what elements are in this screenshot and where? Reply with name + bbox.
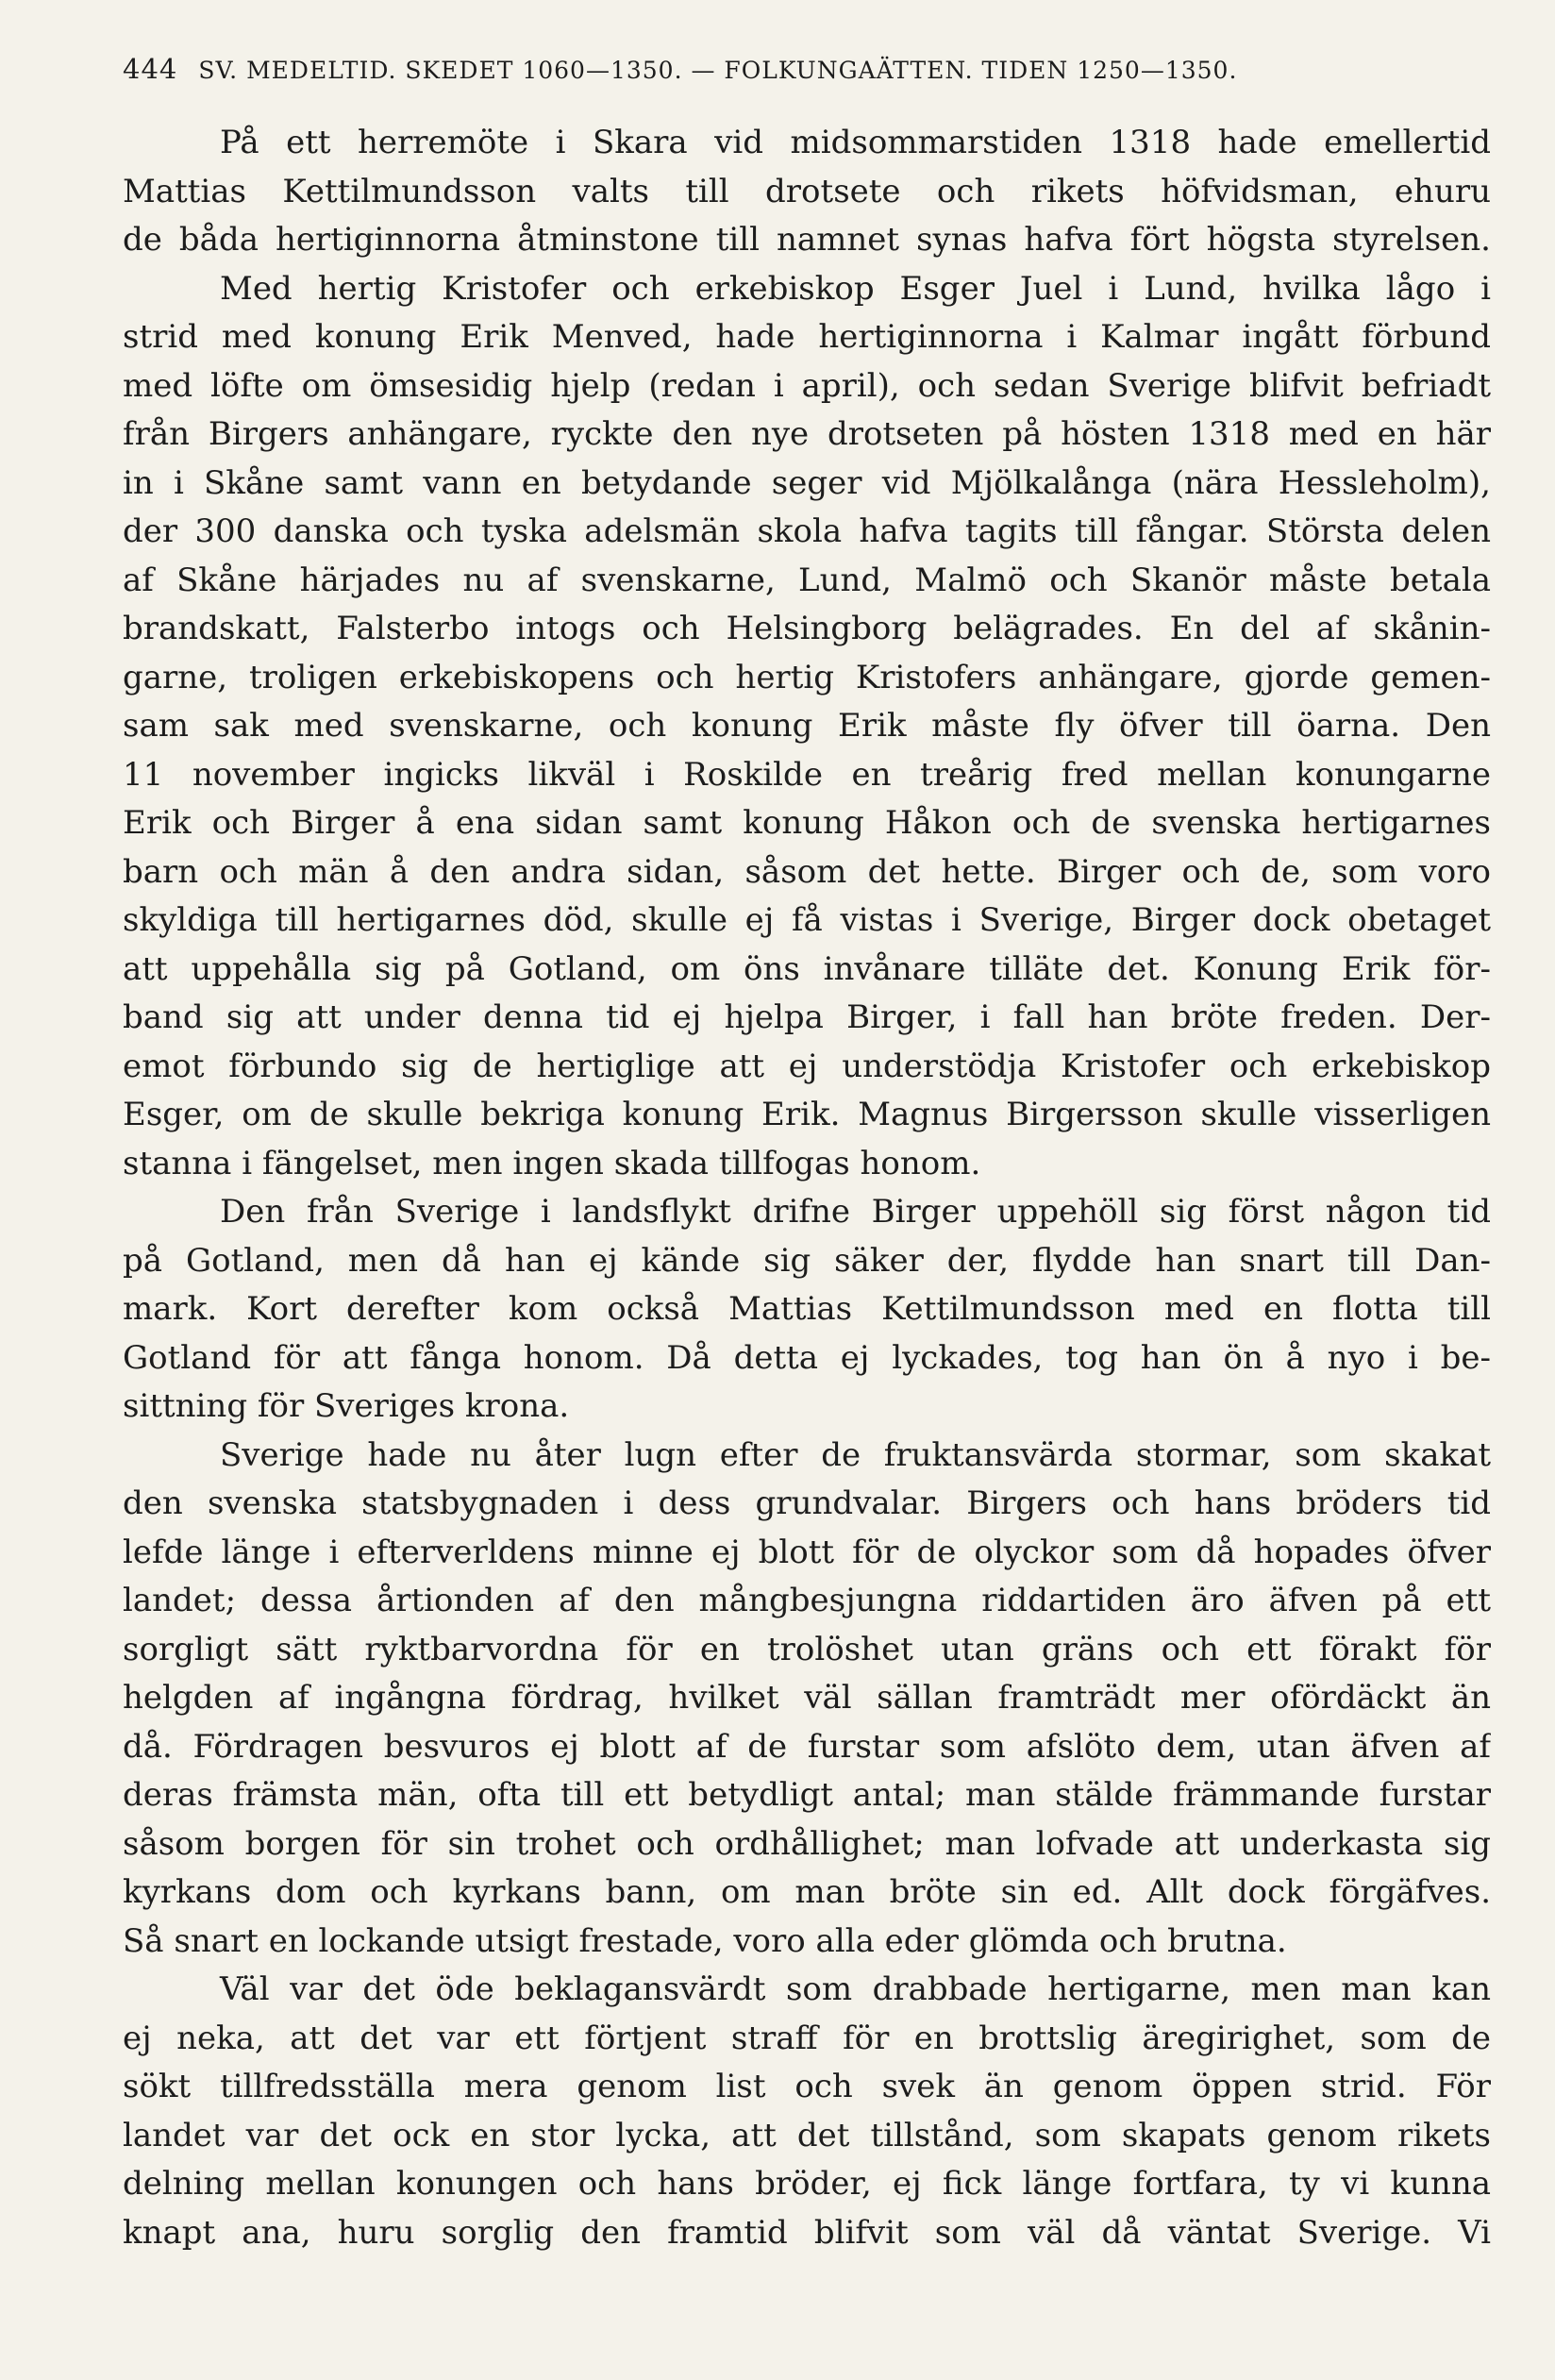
text-line: då. Fördragen besvuros ej blott af de furstar som afslöto dem, utan äfven af: [123, 1727, 1491, 1766]
text-line: Mattias Kettilmundsson valts till drotsete och rikets höfvidsman, ehuru: [123, 172, 1491, 210]
text-line: mark. Kort derefter kom också Mattias Kettilmundsson med en flotta till: [123, 1290, 1491, 1328]
text-line: med löfte om ömsesidig hjelp (redan i april), och sedan Sverige blifvit befriadt: [123, 366, 1491, 405]
text-line: Erik och Birger å ena sidan samt konung Håkon och de svenska hertigarnes: [123, 804, 1491, 842]
text-line: sökt tillfredsställa mera genom list och svek än genom öppen strid. För: [123, 2068, 1491, 2105]
text-line: Väl var det öde beklagansvärdt som drabbade hertigarne, men man kan: [220, 1970, 1491, 2008]
text-line: stanna i fängelset, men ingen skada tillfogas honom.: [123, 1144, 981, 1182]
text-line: kyrkans dom och kyrkans bann, om man bröte sin ed. Allt dock förgäfves.: [123, 1873, 1491, 1911]
text-line: emot förbundo sig de hertiglige att ej understödja Kristofer och erkebiskop: [123, 1047, 1491, 1085]
text-line: sittning för Sveriges krona.: [123, 1387, 570, 1425]
text-line: Esger, om de skulle bekriga konung Erik. Magnus Birgersson skulle visserligen: [123, 1096, 1491, 1133]
text-line: lefde länge i efterverldens minne ej blott för de olyckor som då hopades öfver: [123, 1533, 1491, 1571]
text-line: såsom borgen för sin trohet och ordhållighet; man lofvade att underkasta sig: [123, 1824, 1491, 1863]
text-line: Så snart en lockande utsigt frestade, voro alla eder glömda och brutna.: [123, 1921, 1287, 1960]
text-line: landet var det ock en stor lycka, att det tillstånd, som skapats genom rikets: [123, 2116, 1491, 2154]
text-line: den svenska statsbygnaden i dess grundvalar. Birgers och hans bröders tid: [123, 1484, 1491, 1522]
text-line: skyldiga till hertigarnes död, skulle ej få vistas i Sverige, Birger dock obetaget: [123, 901, 1491, 939]
text-line: der 300 danska och tyska adelsmän skola hafva tagits till fångar. Största delen: [123, 512, 1491, 550]
running-header: [123, 53, 1491, 85]
text-line: 11 november ingicks likväl i Roskilde en treårig fred mellan konungarne: [123, 755, 1491, 794]
running-title: SV. MEDELTID. SKEDET 1060—1350. — FOLKUNGAÄTTEN. TIDEN 1250—1350.: [198, 57, 1238, 84]
text-line: sam sak med svenskarne, och konung Erik måste fly öfver till öarna. Den: [123, 707, 1491, 745]
text-line: ej neka, att det var ett förtjent straff för en brottslig äregirighet, som de: [123, 2019, 1491, 2057]
text-line: knapt ana, huru sorglig den framtid blifvit som väl då väntat Sverige. Vi: [123, 2213, 1491, 2252]
text-line: Sverige hade nu åter lugn efter de fruktansvärda stormar, som skakat: [220, 1435, 1491, 1474]
text-line: att uppehålla sig på Gotland, om öns invånare tilläte det. Konung Erik för-: [123, 949, 1491, 988]
text-line: deras främsta män, ofta till ett betydligt antal; man stälde främmande furstar: [123, 1776, 1491, 1814]
text-line: strid med konung Erik Menved, hade hertiginnorna i Kalmar ingått förbund: [123, 318, 1491, 356]
text-line: sorgligt sätt ryktbarvordna för en trolöshet utan gräns och ett förakt för: [123, 1630, 1491, 1668]
text-line: På ett herremöte i Skara vid midsommarstiden 1318 hade emellertid: [220, 124, 1491, 161]
page-number: 444: [123, 53, 178, 85]
text-line: helgden af ingångna fördrag, hvilket väl sällan framträdt mer ofördäckt än: [123, 1679, 1491, 1717]
text-line: Den från Sverige i landsflykt drifne Birger uppehöll sig först någon tid: [220, 1193, 1491, 1231]
text-line: delning mellan konungen och hans bröder, ej fick länge fortfara, ty vi kunna: [123, 2165, 1491, 2203]
text-line: garne, troligen erkebiskopens och hertig Kristofers anhängare, gjorde gemen-: [123, 658, 1491, 696]
text-line: Gotland för att fånga honom. Då detta ej lyckades, tog han ön å nyo i be-: [123, 1338, 1491, 1377]
text-line: på Gotland, men då han ej kände sig säker der, flydde han snart till Dan-: [123, 1241, 1491, 1280]
text-line: Med hertig Kristofer och erkebiskop Esger Juel i Lund, hvilka lågo i: [220, 269, 1491, 308]
text-line: barn och män å den andra sidan, såsom det hette. Birger och de, som voro: [123, 852, 1491, 891]
text-line: band sig att under denna tid ej hjelpa Birger, i fall han bröte freden. Der-: [123, 998, 1491, 1036]
body-text: [123, 119, 1491, 2257]
text-line: in i Skåne samt vann en betydande seger vid Mjölkalånga (nära Hessleholm),: [123, 463, 1491, 502]
text-line: af Skåne härjades nu af svenskarne, Lund, Malmö och Skanör måste betala: [123, 561, 1491, 599]
text-line: brandskatt, Falsterbo intogs och Helsingborg belägrades. En del af skånin-: [123, 610, 1491, 647]
text-line: de båda hertiginnorna åtminstone till namnet synas hafva fört högsta styrelsen.: [123, 221, 1491, 259]
text-line: landet; dessa årtionden af den mångbesjungna riddartiden äro äfven på ett: [123, 1582, 1491, 1619]
text-line: från Birgers anhängare, ryckte den nye drotseten på hösten 1318 med en här: [123, 415, 1491, 453]
